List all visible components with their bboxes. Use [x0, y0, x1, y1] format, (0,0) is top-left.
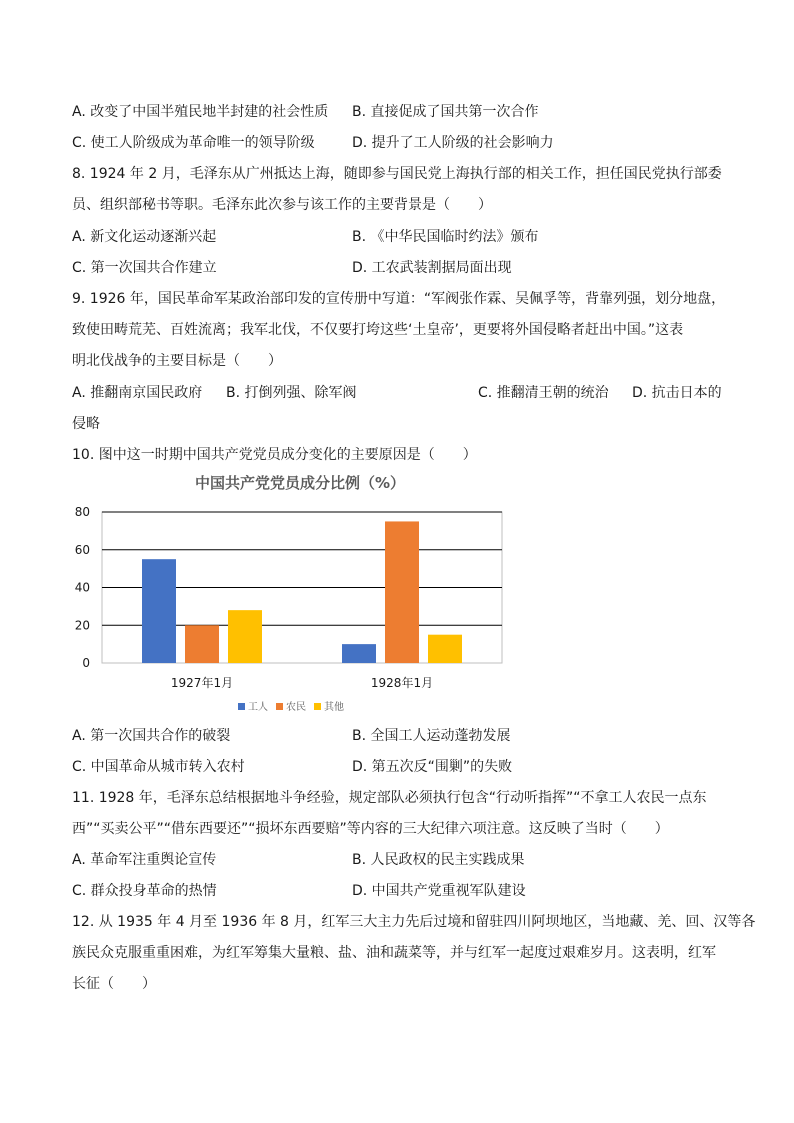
y-tick-label: 0 [82, 656, 90, 670]
legend-label: 工人 [248, 702, 268, 713]
q8-option-c: C. 第一次国共合作建立 [72, 260, 217, 276]
q11-option-c: C. 群众投身革命的热情 [72, 883, 217, 899]
q10-option-b: B. 全国工人运动蓬勃发展 [352, 728, 511, 744]
q9-option-d: D. 抗击日本的 [632, 385, 722, 401]
q9-option-b: B. 打倒列强、除军阀 [226, 385, 357, 401]
q8-option-b: B. 《中华民国临时约法》颁布 [352, 229, 539, 245]
q8-stem-line-2: 员、组织部秘书等职。毛泽东此次参与该工作的主要背景是（ ） [72, 197, 492, 213]
x-category-label: 1927年1月 [170, 676, 234, 690]
bar-工人-1927年1月 [142, 559, 176, 663]
q12-stem-line-3: 长征（ ） [72, 976, 156, 992]
legend-label: 其他 [324, 702, 344, 713]
y-tick-label: 80 [74, 505, 90, 519]
q12-stem-line-2: 族民众克服重重困难，为红军筹集大量粮、盐、油和蔬菜等，并与红军一起度过艰难岁月。这表明，红军 [72, 945, 716, 961]
y-tick-label: 40 [74, 580, 90, 595]
q10-option-a: A. 第一次国共合作的破裂 [72, 728, 231, 744]
q8-option-a: A. 新文化运动逐渐兴起 [72, 229, 217, 245]
q10-stem: 10. 图中这一时期中国共产党党员成分变化的主要原因是（ ） [72, 447, 477, 463]
q8-option-d: D. 工农武装割据局面出现 [352, 260, 512, 276]
chart-title: 中国共产党党员成分比例（%） [194, 474, 406, 492]
q7-option-b: B. 直接促成了国共第一次合作 [352, 104, 539, 120]
q9-stem-line-1: 9. 1926 年，国民革命军某政治部印发的宣传册中写道：“军阀张作霖、吴佩孚等，背靠列强，划分地盘， [72, 291, 726, 307]
bar-其他-1927年1月 [228, 610, 262, 663]
x-category-label: 1928年1月 [370, 676, 434, 690]
q9-option-d-continued: 侵略 [72, 416, 100, 432]
bar-工人-1928年1月 [342, 644, 376, 663]
q9-stem-line-3: 明北伐战争的主要目标是（ ） [72, 353, 282, 369]
y-tick-label: 20 [74, 618, 90, 633]
q10-option-d: D. 第五次反“围剿”的失败 [352, 759, 513, 775]
q7-option-a: A. 改变了中国半殖民地半封建的社会性质 [72, 104, 329, 120]
q11-stem-line-1: 11. 1928 年，毛泽东总结根据地斗争经验，规定部队必须执行包含“行动听指挥”“不拿工人农民一点东 [72, 790, 707, 806]
bar-其他-1928年1月 [428, 635, 462, 663]
y-tick-label: 60 [74, 542, 90, 557]
q7-option-d: D. 提升了工人阶级的社会影响力 [352, 135, 554, 151]
q9-stem-line-2: 致使田畴荒芜、百姓流离；我军北伐，不仅要打垮这些‘土皇帝’，更要将外国侵略者赶出中国。”这表 [72, 322, 684, 338]
legend-swatch [238, 703, 245, 710]
q11-option-b: B. 人民政权的民主实践成果 [352, 852, 525, 868]
q10-option-c: C. 中国革命从城市转入农村 [72, 759, 245, 775]
bar-农民-1928年1月 [385, 521, 419, 663]
q11-stem-line-2: 西”“买卖公平”“借东西要还”“损坏东西要赔”等内容的三大纪律六项注意。这反映了当时（ ） [72, 821, 669, 837]
q11-option-a: A. 革命军注重舆论宣传 [72, 852, 217, 868]
q9-option-c: C. 推翻清王朝的统治 [478, 385, 609, 401]
q7-option-c: C. 使工人阶级成为革命唯一的领导阶级 [72, 135, 315, 151]
legend-swatch [314, 703, 321, 710]
party-member-composition-chart [72, 466, 512, 724]
bar-农民-1927年1月 [185, 625, 219, 663]
q9-option-a: A. 推翻南京国民政府 [72, 385, 203, 401]
legend-swatch [276, 703, 283, 710]
q11-option-d: D. 中国共产党重视军队建设 [352, 883, 526, 899]
q12-stem-line-1: 12. 从 1935 年 4 月至 1936 年 8 月，红军三大主力先后过境和留驻四川阿坝地区，当地藏、羌、回、汉等各 [72, 914, 756, 930]
q8-stem-line-1: 8. 1924 年 2 月，毛泽东从广州抵达上海，随即参与国民党上海执行部的相关工作，担任国民党执行部委 [72, 166, 722, 182]
legend-label: 农民 [286, 702, 306, 713]
